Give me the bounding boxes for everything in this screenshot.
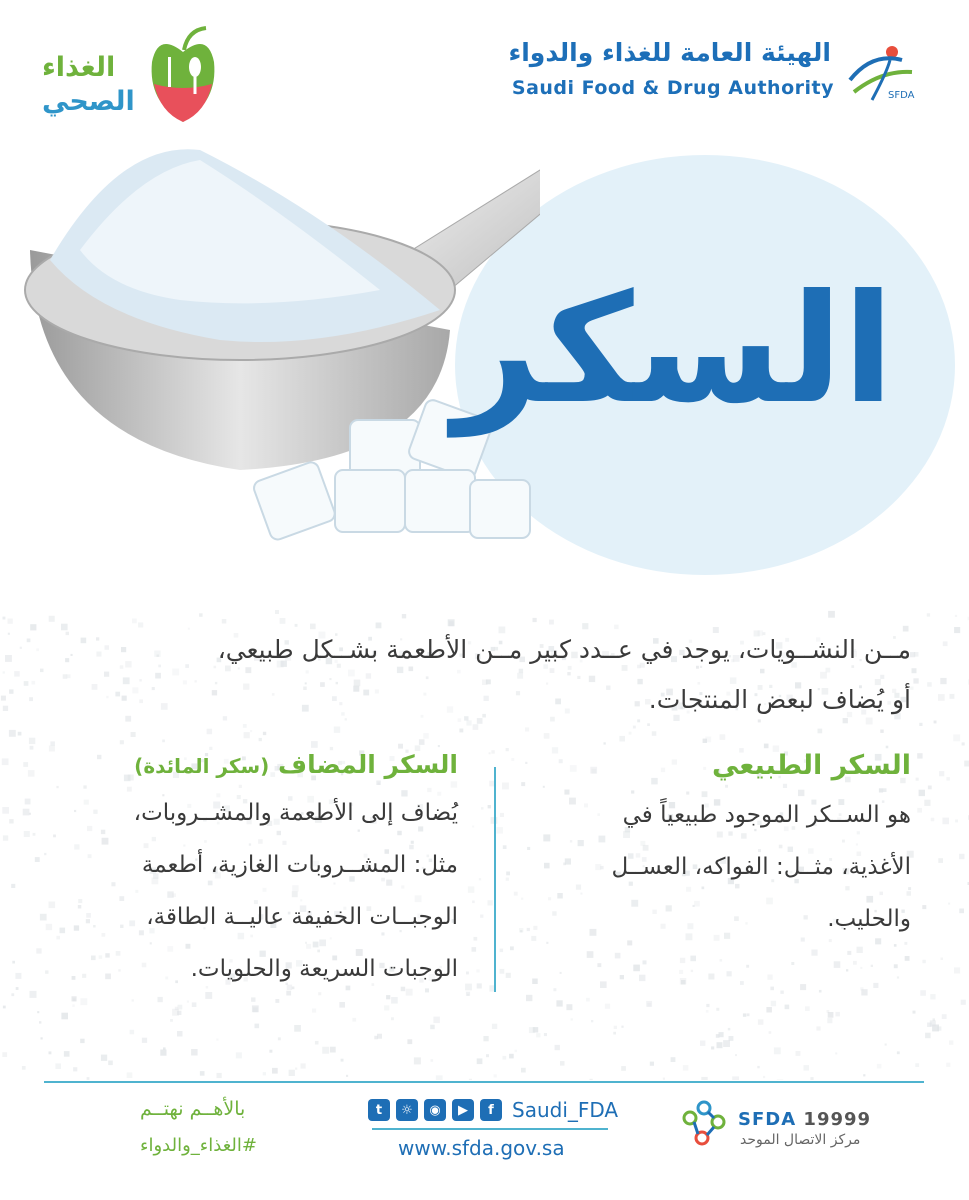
natural-sugar-section	[531, 750, 911, 945]
call-center-icon	[680, 1100, 732, 1150]
natural-sugar-body	[531, 789, 911, 945]
added-sugar-title	[128, 750, 458, 779]
website-link[interactable]: www.sfda.gov.sa	[398, 1136, 565, 1160]
sfda-logo-icon	[842, 42, 922, 102]
intro-line: أو يُضاف لبعض المنتجات.	[648, 685, 911, 714]
sfda-logo-text: SFDA	[888, 90, 915, 101]
healthy-food-logo	[148, 22, 218, 127]
org-name-ar: الهيئة العامة للغذاء والدواء	[508, 38, 831, 67]
call-center-brand: SFDA	[738, 1109, 797, 1130]
call-center-label: مركز الاتصال الموحد	[740, 1132, 861, 1148]
intro-paragraph	[51, 625, 911, 725]
footer-hashtag[interactable]: #الغذاء_والدواء	[140, 1135, 257, 1156]
body-line: الأغذية، مثــل: الفواكه، العســل	[611, 854, 911, 880]
social-handle[interactable]: Saudi_FDA	[512, 1098, 619, 1122]
footer-divider	[44, 1081, 924, 1083]
body-line: هو الســكر الموجود طبيعياً في	[622, 802, 911, 828]
call-center-logo	[680, 1100, 732, 1150]
added-sugar-title-note: (سكر المائدة)	[134, 754, 270, 778]
natural-sugar-title: السكر الطبيعي	[711, 750, 911, 781]
body-line: الوجبات السريعة والحلويات.	[190, 956, 458, 982]
added-sugar-section	[128, 750, 458, 995]
campaign-title-line1: الغذاء	[42, 52, 116, 83]
twitter-icon[interactable]: t	[368, 1099, 390, 1121]
social-links	[368, 1098, 618, 1122]
org-name-en: Saudi Food & Drug Authority	[511, 77, 834, 99]
footer-slogan: بالأهــم نهتــم	[140, 1098, 246, 1120]
social-underline	[372, 1128, 608, 1130]
added-sugar-body	[128, 787, 458, 995]
added-sugar-title-text: السكر المضاف	[278, 750, 458, 779]
facebook-icon[interactable]: f	[480, 1099, 502, 1121]
campaign-title-line2: الصحي	[42, 86, 135, 117]
snapchat-icon[interactable]: ☼	[396, 1099, 418, 1121]
column-divider	[494, 767, 496, 992]
body-line: مثل: المشــروبات الغازية، أطعمة	[141, 852, 458, 878]
body-line: يُضاف إلى الأطعمة والمشــروبات،	[133, 800, 458, 826]
body-line: والحليب.	[827, 906, 911, 932]
call-center-digits: 19999	[803, 1109, 872, 1130]
instagram-icon[interactable]: ◉	[424, 1099, 446, 1121]
apple-cutlery-icon	[148, 22, 218, 127]
sfda-logo	[842, 42, 922, 102]
call-center-number[interactable]	[738, 1109, 871, 1130]
intro-line: مــن النشــويات، يوجد في عــدد كبير مــن الأطعمة بشــكل طبيعي،	[217, 635, 911, 664]
youtube-icon[interactable]: ▶	[452, 1099, 474, 1121]
body-line: الوجبــات الخفيفة عاليــة الطاقة،	[146, 904, 458, 930]
page-title: السكر	[453, 263, 894, 437]
